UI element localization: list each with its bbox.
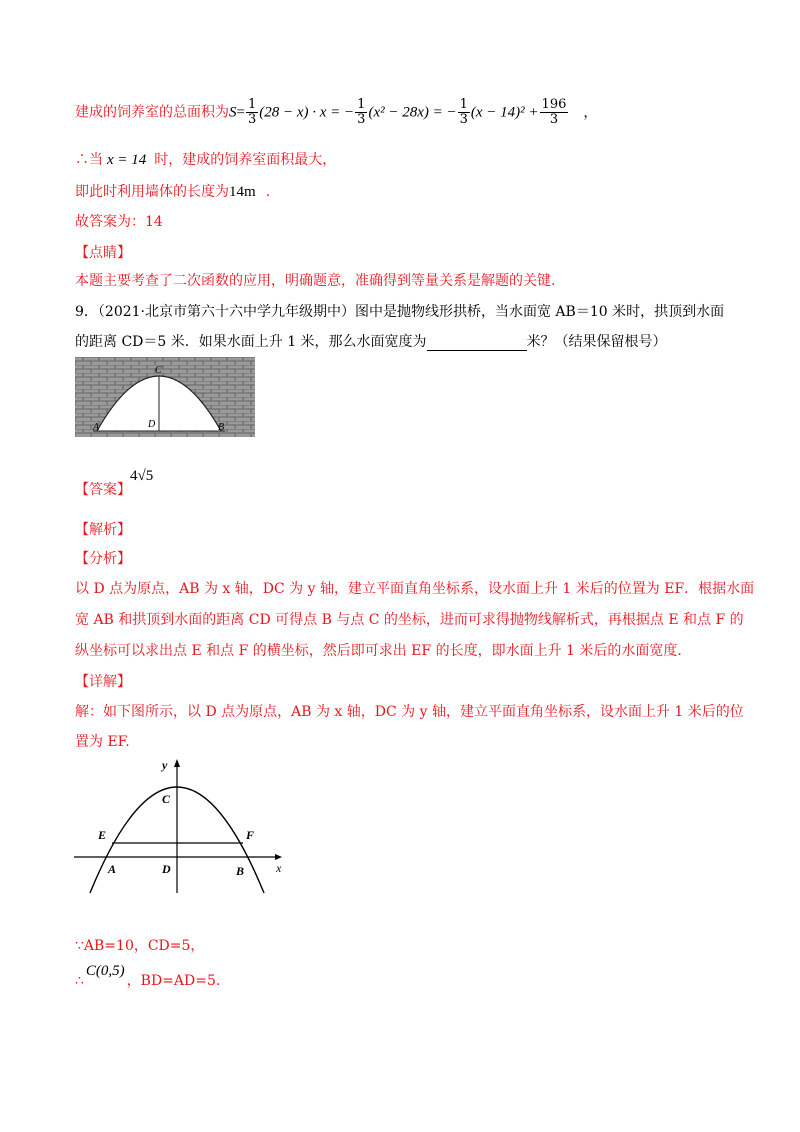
conclusion-rest: 时，建成的饲养室面积最大， xyxy=(154,152,337,168)
label-f: F xyxy=(246,828,255,842)
math-part-3: (x − 14)² + xyxy=(470,104,539,121)
question-text-b: 米？（结果保留根号） xyxy=(526,334,667,350)
dianjing-label: 【点睛】 xyxy=(75,245,131,261)
label-e: E xyxy=(98,828,107,842)
label-a: A xyxy=(93,422,100,433)
label-c: C xyxy=(155,365,162,376)
conclusion-line xyxy=(75,149,336,169)
question-text-a: 的距离 CD＝5 米．如果水面上升 1 米，那么水面宽度为 xyxy=(75,334,427,350)
step-2-rest: ，BD=AD=5. xyxy=(126,973,221,989)
period: . xyxy=(265,184,271,200)
arch-bridge-figure xyxy=(75,357,255,437)
answer-label-line xyxy=(75,479,131,499)
step-1: ∵AB=10，CD=5， xyxy=(75,938,205,954)
dianjing-text: 本题主要考查了二次函数的应用，明确题意，准确得到等量关系是解题的关键. xyxy=(75,273,556,289)
math-part-1: (28 − x) · x = − xyxy=(259,104,355,121)
x-axis-arrow-icon xyxy=(275,854,282,860)
jiexi-label: 【解析】 xyxy=(75,522,131,538)
fraction-2: $\frac{1}{3}$ xyxy=(357,97,366,127)
label-b: B xyxy=(218,422,225,433)
fraction-1: $\frac{1}{3}$ xyxy=(247,97,257,127)
therefore-when: ∴当 xyxy=(75,152,103,168)
y-axis-arrow-icon xyxy=(174,759,180,767)
fenxi-label: 【分析】 xyxy=(75,551,131,567)
xiangjie-label: 【详解】 xyxy=(75,674,131,690)
label-d: D xyxy=(148,419,156,430)
fenxi-line-2: 宽 AB 和拱顶到水面的距离 CD 可得点 B 与点 C 的坐标，进而可求得抛物线解析式，再根据点 E 和点 F 的 xyxy=(75,612,744,628)
question-9-line-2 xyxy=(75,331,667,351)
wall-length-value: 14m xyxy=(229,184,256,200)
coord-c: C(0,5) xyxy=(85,963,125,979)
label-y: y xyxy=(162,758,168,772)
answer-blank xyxy=(427,336,527,351)
label-b: B xyxy=(236,864,245,878)
math-x-14: x = 14 xyxy=(107,152,147,168)
wall-length-line xyxy=(75,181,270,201)
fenxi-line-1: 以 D 点为原点，AB 为 x 轴，DC 为 y 轴，建立平面直角坐标系，设水面上升 1 米后的位置为 EF．根据水面 xyxy=(75,581,755,597)
text-prefix: 建成的饲养室的总面积为 xyxy=(75,104,229,121)
math-eq: = xyxy=(236,104,245,121)
comma: ， xyxy=(583,104,598,121)
xiangjie-line-1: 解：如下图所示，以 D 点为原点，AB 为 x 轴，DC 为 y 轴，建立平面直角坐标系，设水面上升 1 米后的位 xyxy=(75,704,744,720)
step-2 xyxy=(75,963,221,990)
fenxi-line-3: 纵坐标可以求出点 E 和点 F 的横坐标，然后即可求出 EF 的长度，即水面上升 1 米后的水面宽度． xyxy=(75,643,692,659)
label-a: A xyxy=(108,862,117,876)
answer-line: 故答案为：14 xyxy=(75,214,163,230)
math-s: S xyxy=(229,104,237,121)
wall-length-text: 即此时利用墙体的长度为 xyxy=(75,184,229,200)
xiangjie-line-2: 置为 EF. xyxy=(75,734,130,750)
math-part-2: (x² − 28x) = − xyxy=(368,104,457,121)
fraction-4: $\frac{196}{3}$ xyxy=(541,97,567,127)
label-c: C xyxy=(162,792,171,806)
answer-label: 【答案】 xyxy=(75,482,131,498)
answer-value: 4√5 xyxy=(130,468,154,484)
label-d: D xyxy=(162,862,171,876)
fraction-3: $\frac{1}{3}$ xyxy=(459,97,468,127)
question-9-line-1: 9．（2021·北京市第六十六中学九年级期中）图中是抛物线形拱桥，当水面宽 AB＝10 米时，拱顶到水面 xyxy=(75,304,725,320)
therefore-symbol: ∴ xyxy=(75,973,84,989)
formula-line-total-area xyxy=(75,98,597,127)
coordinate-diagram xyxy=(70,757,290,897)
label-x: x xyxy=(276,861,282,875)
